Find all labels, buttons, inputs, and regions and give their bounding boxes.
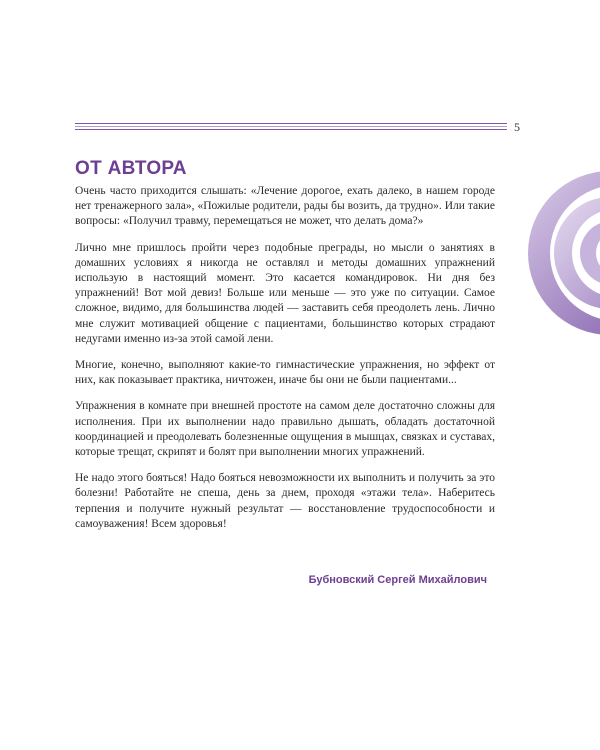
paragraph: Очень часто приходится слышать: «Лечение дорогое, ехать далеко, в нашем городе нет тренажерного зала», «Пожилые родители, рады бы возить, да трудно». Или такие вопросы: «Получил травму, перемещаться не может, что делать дома?» (75, 185, 495, 228)
header-rule (75, 126, 507, 127)
body-text (75, 184, 495, 543)
header-rule (75, 123, 507, 124)
paragraph: Упражнения в комнате при внешней простоте на самом деле достаточно сложны для исполнения. При их выполнении надо правильно дышать, обладать достаточной координацией и преодолевать болезненные ощущения в мышцах, связках и суставах, которые трещат, скрипят и болят при выполнении многих упражнений. (75, 400, 495, 459)
header-rules (75, 123, 507, 130)
paragraph: Многие, конечно, выполняют какие-то гимнастические упражнения, но эффект от них, как показывает практика, ничтожен, иначе бы они не были пациентами... (75, 359, 495, 387)
page-number: 5 (514, 120, 520, 134)
paragraph: Не надо этого бояться! Надо бояться невозможности их выполнить и получить за это болезни! Работайте не спеша, день за днем, проходя «этажи тела». Наберитесь терпения и получите нужный результат — восстановление трудоспособности и самоуважения! Всем здоровья! (75, 472, 495, 530)
paragraph: Лично мне пришлось пройти через подобные преграды, но мысли о занятиях в домашних условиях я никогда не оставлял и методы домашних упражнений использую в настоящий момент. Это касается командировок. Ни дня без упражнений! Вот мой девиз! Больше или меньше — это уже по ситуации. Самое сложное, видимо, для большинства людей — заставить себя преодолеть лень. Лично мне служит мотивацией общение с пациентами, большинство которых страдают недугами именно из-за этой самой лени. (75, 241, 495, 345)
section-title: ОТ АВТОРА (75, 158, 187, 179)
author-signature: Бубновский Сергей Михайлович (308, 574, 487, 586)
decorative-circles-icon (510, 158, 600, 348)
header-rule (75, 129, 507, 130)
